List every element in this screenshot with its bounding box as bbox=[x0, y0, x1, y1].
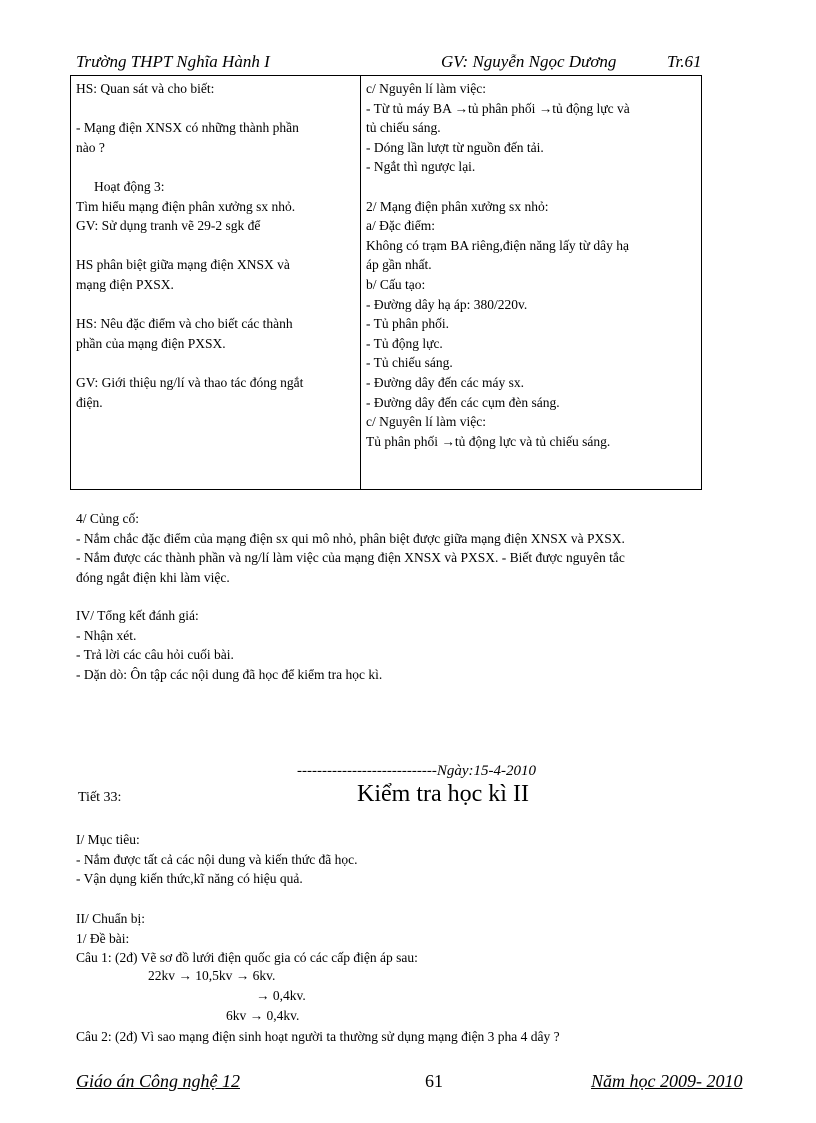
footer-page-number: 61 bbox=[425, 1071, 443, 1091]
table-right-line: - Tủ phân phối. bbox=[366, 316, 449, 332]
objective-line: - Vận dụng kiến thức,kĩ năng có hiệu quả. bbox=[76, 871, 303, 887]
table-right-line: Tủ phân phối →tủ động lực và tủ chiếu sáng. bbox=[366, 433, 611, 449]
table-right-line: - Đường dây đến các cụm đèn sáng. bbox=[366, 394, 560, 410]
table-right-line: - Từ tủ máy BA →tủ phân phối →tủ động lực và bbox=[366, 100, 630, 116]
question-2: Câu 2: (2đ) Vì sao mạng điện sinh hoạt người ta thường sử dụng mạng điện 3 pha 4 dây ? bbox=[76, 1029, 560, 1044]
table-right-line: - Đường dây đến các máy sx. bbox=[366, 374, 525, 390]
lesson-title: Kiểm tra học kì II bbox=[357, 781, 529, 807]
table-right-line: - Tủ động lực. bbox=[366, 335, 443, 351]
table-left-line: GV: Giới thiệu ng/lí và thao tác đóng ngắt bbox=[76, 374, 304, 390]
header-teacher: GV: Nguyễn Ngọc Dương bbox=[441, 52, 617, 71]
table-right-line: b/ Cấu tạo: bbox=[366, 276, 426, 292]
table-left-line: HS phân biệt giữa mạng điện XNSX và bbox=[76, 257, 290, 273]
header-page-ref: Tr.61 bbox=[667, 52, 702, 71]
consolidation-line: - Nắm chắc đặc điểm của mạng điện sx qui mô nhỏ, phân biệt được giữa mạng điện XNSX và PXSX. bbox=[76, 530, 625, 546]
table-right-line: - Dóng lần lượt từ nguồn đến tải. bbox=[366, 139, 544, 155]
summary-section bbox=[76, 606, 382, 684]
table-right-line bbox=[366, 177, 697, 197]
lesson-table-left-cell bbox=[71, 76, 361, 490]
table-right-line: - Ngắt thì ngược lại. bbox=[366, 159, 476, 175]
table-left-line: Tìm hiểu mạng điện phân xưởng sx nhỏ. bbox=[76, 198, 296, 214]
lesson-date-line: ----------------------------Ngày:15-4-2010 bbox=[297, 763, 537, 779]
lesson-table-right-cell bbox=[361, 76, 702, 490]
table-left-line: mạng điện PXSX. bbox=[76, 276, 174, 292]
table-left-line: điện. bbox=[76, 394, 103, 410]
q1-formula-line-1: 22kv → 10,5kv → 6kv. bbox=[148, 968, 276, 983]
consolidation-title: 4/ Củng cố: bbox=[76, 511, 139, 526]
objective-line: - Nắm được tất cả các nội dung và kiến thức đã học. bbox=[76, 851, 358, 867]
footer-right bbox=[591, 1071, 743, 1092]
footer-left bbox=[76, 1071, 240, 1092]
table-right-line: 2/ Mạng điện phân xưởng sx nhỏ: bbox=[366, 198, 549, 214]
table-right-line: áp gần nhất. bbox=[366, 257, 432, 273]
exam-title: 1/ Đề bài: bbox=[76, 930, 130, 946]
table-right-line: tủ chiếu sáng. bbox=[366, 120, 441, 136]
header-school: Trường THPT Nghĩa Hành I bbox=[76, 52, 270, 71]
table-right-line: c/ Nguyên lí làm việc: bbox=[366, 81, 486, 96]
objectives-section bbox=[76, 830, 358, 889]
table-left-line bbox=[76, 99, 356, 119]
table-left-line bbox=[76, 295, 356, 315]
preparation-section bbox=[76, 909, 418, 968]
summary-line: - Trả lời các câu hỏi cuối bài. bbox=[76, 647, 234, 663]
consolidation-section bbox=[76, 509, 625, 587]
consolidation-line: - Nắm được các thành phần và ng/lí làm việc của mạng điện XNSX và PXSX. - Biết được nguyên tắc bbox=[76, 550, 625, 566]
question-1: Câu 1: (2đ) Vẽ sơ đồ lưới điện quốc gia có các cấp điện áp sau: bbox=[76, 950, 418, 966]
objectives-title: I/ Mục tiêu: bbox=[76, 832, 140, 847]
summary-line: - Nhận xét. bbox=[76, 627, 137, 643]
preparation-title: II/ Chuẩn bị: bbox=[76, 911, 145, 926]
table-right-line: - Tủ chiếu sáng. bbox=[366, 355, 453, 371]
summary-title: IV/ Tổng kết đánh giá: bbox=[76, 608, 199, 623]
footer-course: Giáo án Công nghệ 12 bbox=[76, 1071, 240, 1091]
summary-line: - Dặn dò: Ôn tập các nội dung đã học để kiểm tra học kì. bbox=[76, 666, 383, 682]
table-left-line bbox=[76, 236, 356, 256]
table-right-line: - Đường dây hạ áp: 380/220v. bbox=[366, 296, 528, 312]
lesson-table bbox=[70, 75, 702, 490]
table-left-line: GV: Sử dụng tranh vẽ 29-2 sgk để bbox=[76, 218, 261, 234]
table-right-line: c/ Nguyên lí làm việc: bbox=[366, 414, 486, 430]
table-left-line: HS: Nêu đặc điểm và cho biết các thành bbox=[76, 316, 293, 332]
footer-year: Năm học 2009- 2010 bbox=[591, 1071, 743, 1091]
table-left-line: HS: Quan sát và cho biết: bbox=[76, 81, 215, 96]
activity-heading: Hoạt động 3: bbox=[94, 178, 165, 194]
q1-formula-line-3: 6kv → 0,4kv. bbox=[226, 1008, 300, 1023]
table-right-line: Không có trạm BA riêng,điện năng lấy từ dây hạ bbox=[366, 237, 630, 253]
table-right-line: a/ Đặc điểm: bbox=[366, 218, 435, 234]
table-left-line: nào ? bbox=[76, 139, 105, 155]
table-left-line bbox=[76, 157, 356, 177]
table-left-line bbox=[76, 353, 356, 373]
q1-formula-line-2: → 0,4kv. bbox=[256, 988, 306, 1003]
consolidation-line: đóng ngắt điện khi làm việc. bbox=[76, 569, 230, 585]
lesson-period: Tiết 33: bbox=[78, 790, 122, 805]
table-left-line: phần của mạng điện PXSX. bbox=[76, 335, 226, 351]
table-left-line: - Mạng điện XNSX có những thành phần bbox=[76, 120, 299, 136]
